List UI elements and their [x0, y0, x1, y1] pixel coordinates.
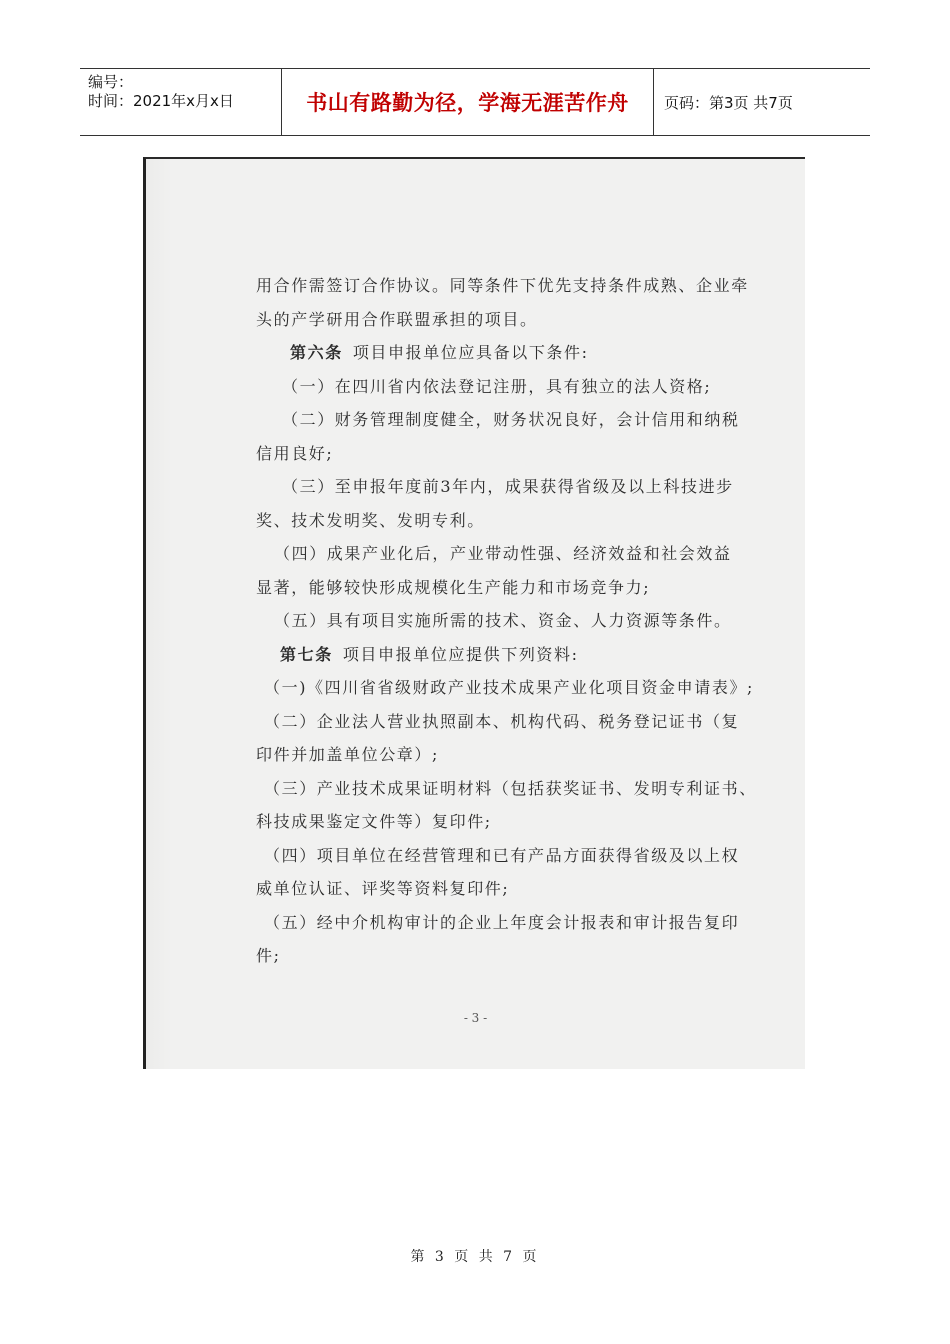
text-line: （五）具有项目实施所需的技术、资金、人力资源等条件。 [274, 611, 732, 630]
text-line: （一)《四川省省级财政产业技术成果产业化项目资金申请表》; [264, 678, 755, 697]
text-line: （二）企业法人营业执照副本、机构代码、税务登记证书（复 [264, 711, 740, 731]
date-line: 时间：2021年x月x日 [88, 92, 234, 110]
text-line: 件; [256, 946, 281, 965]
text-line: （三）至申报年度前3年内，成果获得省级及以上科技进步 [282, 477, 734, 496]
text-line: （二）财务管理制度健全，财务状况良好，会计信用和纳税 [282, 410, 740, 429]
header-page-info: 页码：第3页 共7页 [664, 93, 793, 112]
article-heading [256, 638, 756, 672]
text-line: 印件并加盖单位公章）; [256, 745, 439, 764]
doc-number-label: 编号： [88, 73, 134, 91]
text-line: （五）经中介机构审计的企业上年度会计报表和审计报告复印 [264, 912, 740, 932]
text-line: （四）成果产业化后，产业带动性强、经济效益和社会效益 [274, 544, 732, 563]
article-text: 项目申报单位应提供下列资料: [342, 644, 579, 664]
text-line: 威单位认证、评奖等资料复印件; [256, 879, 510, 898]
page-header [80, 68, 870, 136]
text-line: 用合作需签订合作协议。同等条件下优先支持条件成熟、企业牵 [256, 276, 749, 295]
text-line: 奖、技术发明奖、发明专利。 [256, 510, 485, 530]
article-text: 项目申报单位应具备以下条件: [352, 343, 589, 362]
header-motto: 书山有路勤为径，学海无涯苦作舟 [282, 69, 654, 135]
article-heading [256, 336, 756, 370]
text-line: （一）在四川省内依法登记注册，具有独立的法人资格; [282, 376, 712, 396]
article-number: 第六条 [290, 343, 343, 362]
article-number: 第七条 [280, 644, 333, 664]
text-line: 科技成果鉴定文件等）复印件; [256, 812, 492, 831]
scanned-page [143, 157, 805, 1069]
text-line: （四）项目单位在经营管理和已有产品方面获得省级及以上权 [264, 845, 740, 865]
page-footer: 第 3 页 共 7 页 [410, 1249, 540, 1265]
scan-page-number: - 3 - [463, 1011, 488, 1025]
text-line: 显著，能够较快形成规模化生产能力和市场竞争力; [256, 577, 651, 597]
text-line: （三）产业技术成果证明材料（包括获奖证书、发明专利证书、 [264, 778, 757, 798]
scan-shadow-edge [146, 159, 172, 1069]
header-meta [80, 69, 282, 135]
document-body [256, 269, 756, 973]
text-line: 信用良好; [256, 443, 334, 463]
text-line: 头的产学研用合作联盟承担的项目。 [256, 309, 538, 329]
